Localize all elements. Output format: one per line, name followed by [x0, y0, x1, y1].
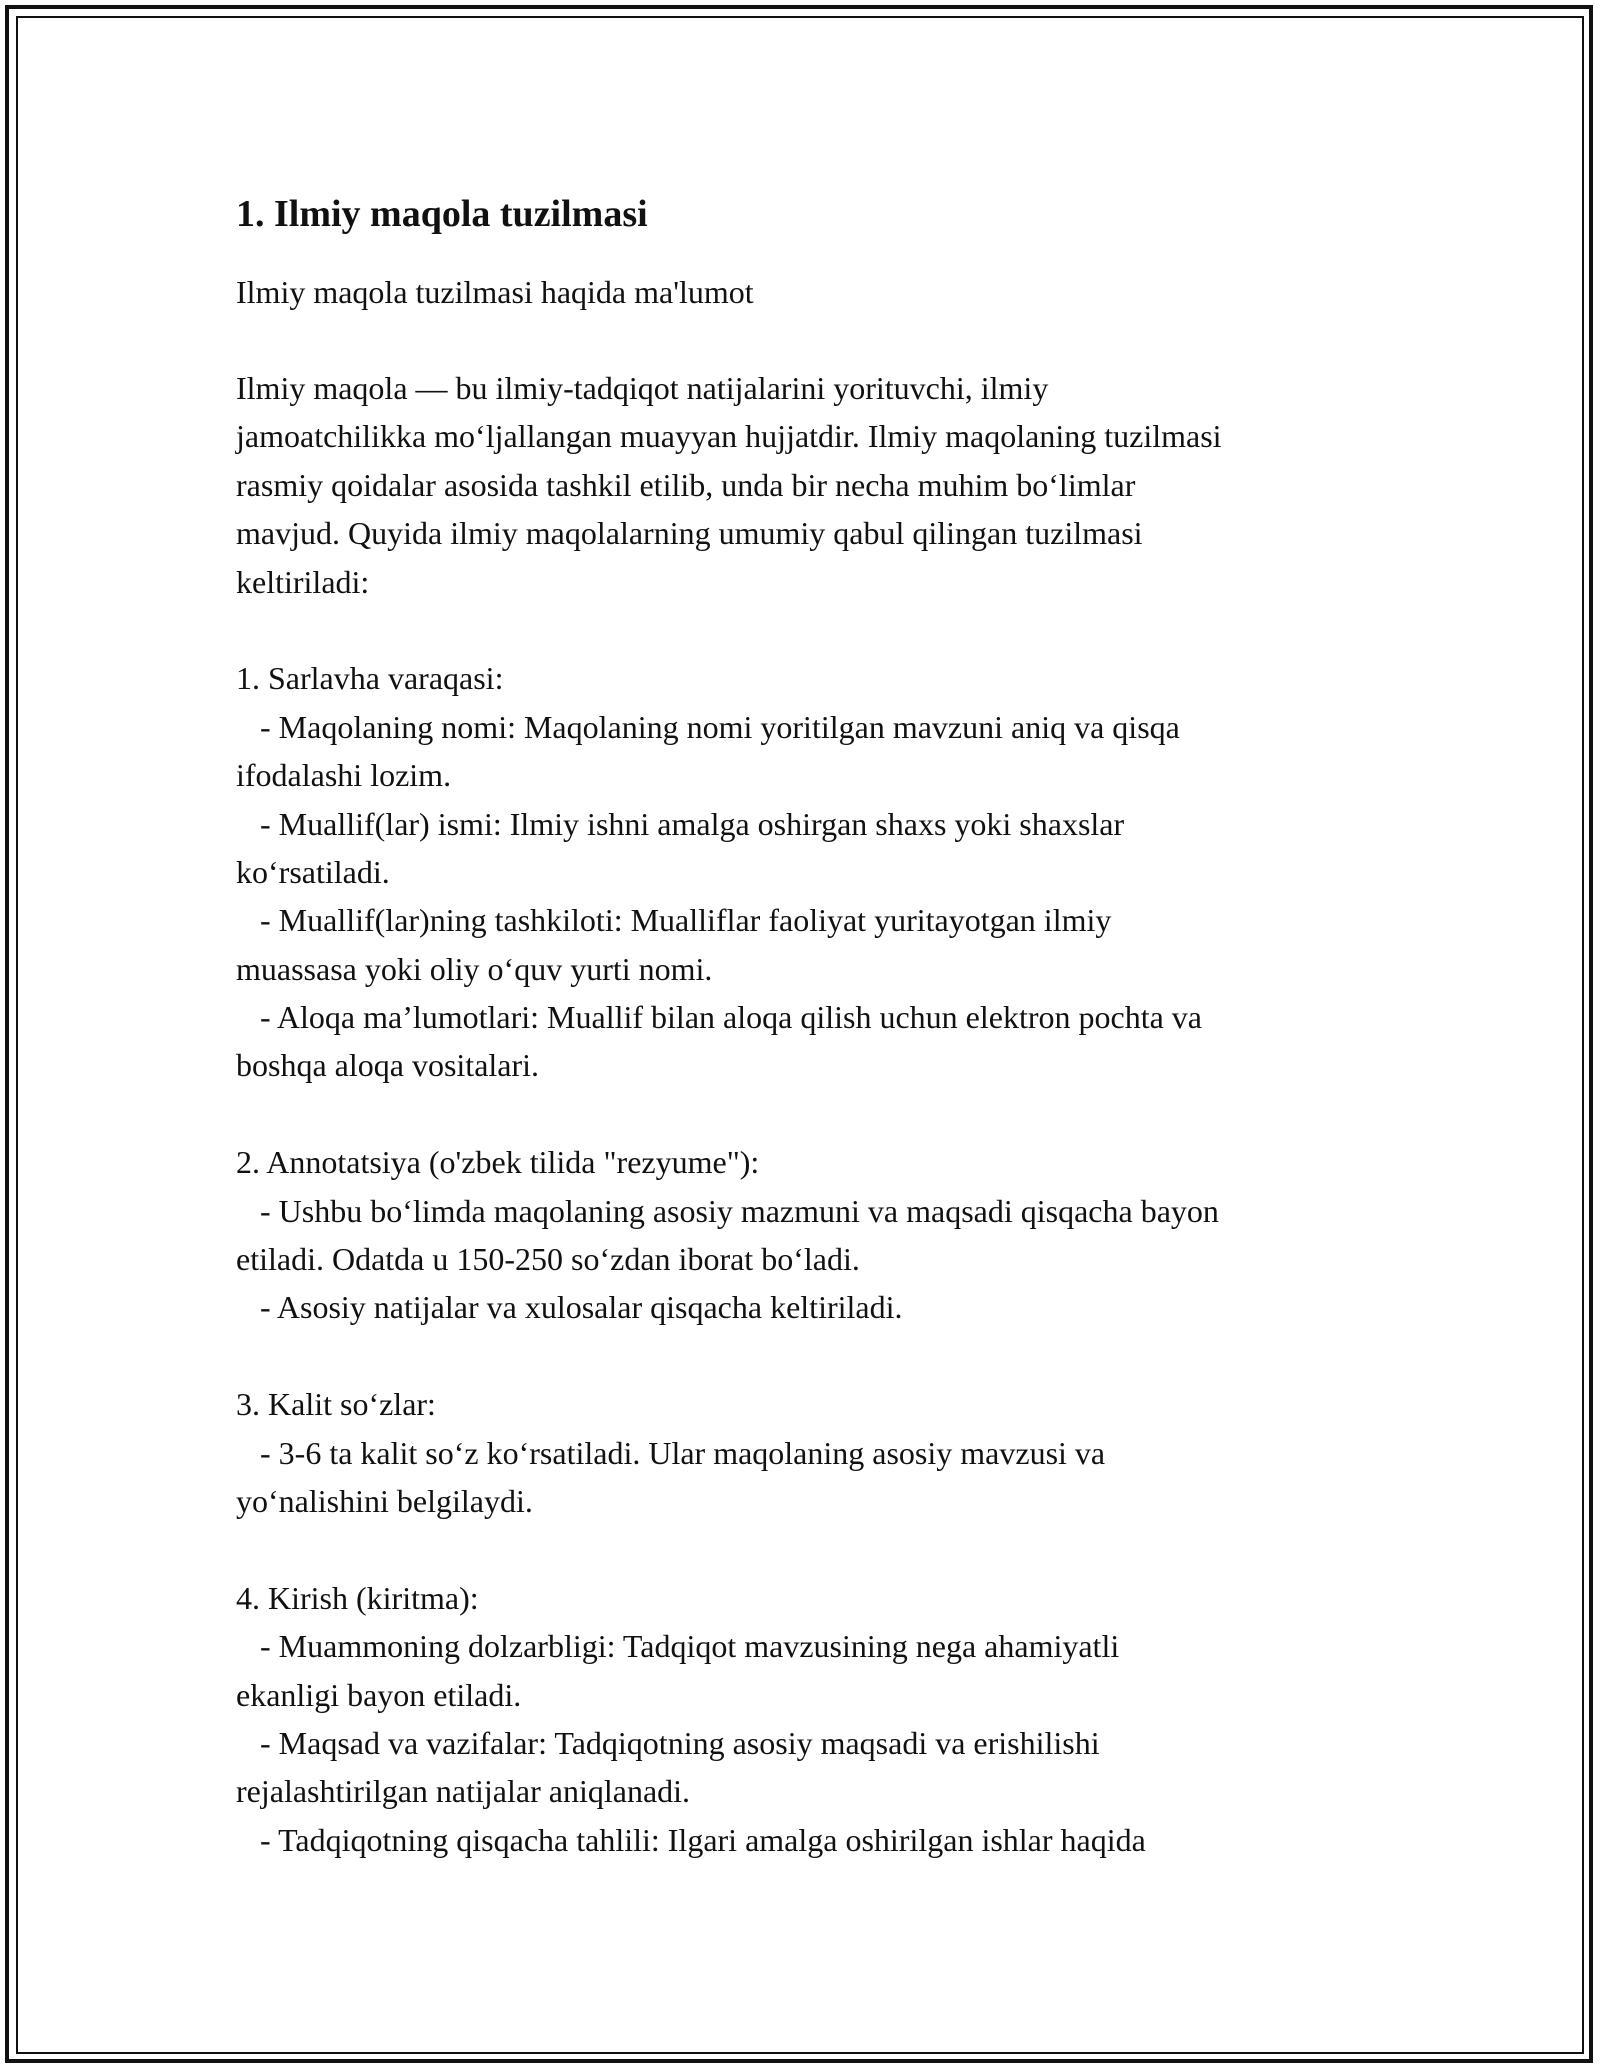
- document-body: [236, 190, 1386, 1864]
- text-line: - 3-6 ta kalit so‘z ko‘rsatiladi. Ular maqolaning asosiy mavzusi va: [236, 1434, 1106, 1471]
- text-line: [236, 606, 1386, 654]
- text-line: etiladi. Odatda u 150-250 so‘zdan iborat bo‘ladi.: [236, 1241, 860, 1278]
- text-line: 1. Sarlavha varaqasi:: [236, 660, 504, 697]
- text-line: boshqa aloqa vositalari.: [236, 1047, 540, 1084]
- document-title: 1. Ilmiy maqola tuzilmasi: [236, 193, 648, 235]
- text-line: - Aloqa ma’lumotlari: Muallif bilan aloqa qilish uchun elektron pochta va: [236, 999, 1202, 1036]
- text-line: - Maqsad va vazifalar: Tadqiqotning asosiy maqsadi va erishilishi: [236, 1724, 1100, 1761]
- text-line: jamoatchilikka mo‘ljallangan muayyan hujjatdir. Ilmiy maqolaning tuzilmasi: [236, 418, 1222, 455]
- text-line: 2. Annotatsiya (o'zbek tilida "rezyume"):: [236, 1144, 760, 1181]
- text-line: 4. Kirish (kiritma):: [236, 1579, 479, 1616]
- text-line: [236, 1525, 1386, 1573]
- text-line: ko‘rsatiladi.: [236, 853, 390, 890]
- text-line: [236, 1332, 1386, 1380]
- text-line: 3. Kalit so‘zlar:: [236, 1386, 436, 1423]
- text-line: Ilmiy maqola — bu ilmiy-tadqiqot natijalarini yorituvchi, ilmiy: [236, 370, 1049, 406]
- text-line: - Maqolaning nomi: Maqolaning nomi yoritilgan mavzuni aniq va qisqa: [236, 708, 1180, 745]
- text-line: rasmiy qoidalar asosida tashkil etilib, unda bir necha muhim bo‘limlar: [236, 466, 1136, 503]
- text-line: - Muallif(lar)ning tashkiloti: Mualliflar faoliyat yuritayotgan ilmiy: [236, 902, 1112, 939]
- text-line: mavjud. Quyida ilmiy maqolalarning umumiy qabul qilingan tuzilmasi: [236, 515, 1143, 552]
- text-line: [236, 1090, 1386, 1138]
- text-line: - Tadqiqotning qisqacha tahlili: Ilgari amalga oshirilgan ishlar haqida: [236, 1821, 1146, 1858]
- text-line: ekanligi bayon etiladi.: [236, 1676, 522, 1713]
- text-line: rejalashtirilgan natijalar aniqlanadi.: [236, 1773, 691, 1810]
- text-line: yo‘nalishini belgilaydi.: [236, 1482, 533, 1519]
- document-text: [236, 364, 1386, 1864]
- text-line: - Asosiy natijalar va xulosalar qisqacha keltiriladi.: [236, 1289, 903, 1326]
- text-line: - Muammoning dolzarbligi: Tadqiqot mavzusining nega ahamiyatli: [236, 1628, 1120, 1665]
- document-subtitle: Ilmiy maqola tuzilmasi haqida ma'lumot: [236, 274, 754, 310]
- text-line: ifodalashi lozim.: [236, 757, 452, 794]
- text-line: - Muallif(lar) ismi: Ilmiy ishni amalga oshirgan shaxs yoki shaxslar: [236, 805, 1125, 842]
- text-line: - Ushbu bo‘limda maqolaning asosiy mazmuni va maqsadi qisqacha bayon: [236, 1192, 1219, 1229]
- text-line: muassasa yoki oliy o‘quv yurti nomi.: [236, 950, 713, 987]
- text-line: keltiriladi:: [236, 563, 370, 600]
